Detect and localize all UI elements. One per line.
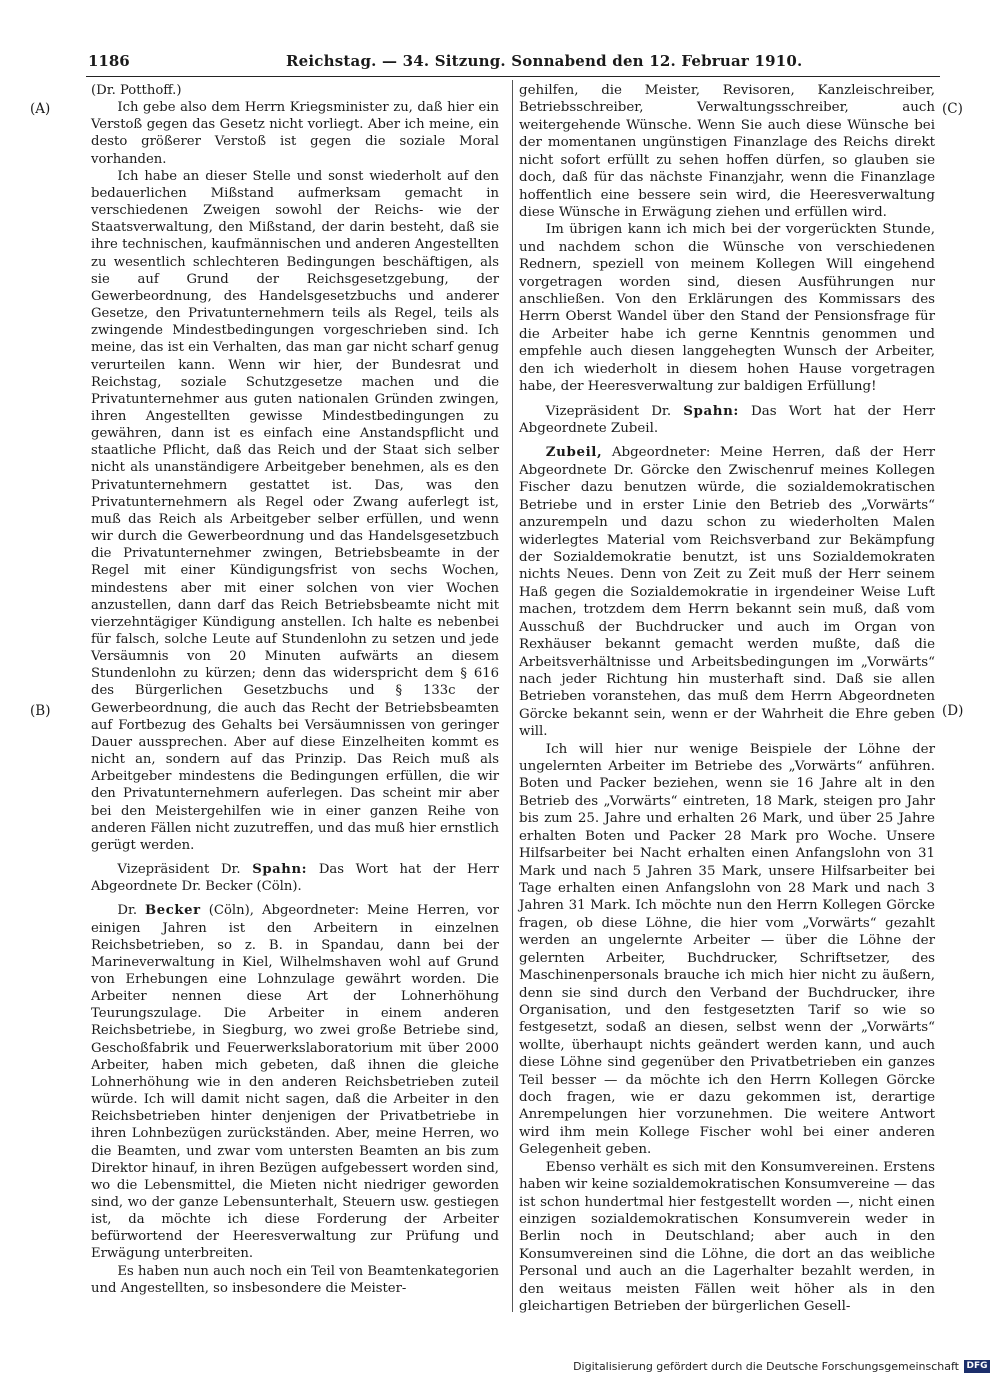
margin-label-d: (D) (942, 703, 964, 719)
speaker-name: Spahn: (683, 402, 739, 419)
speaker-name: Spahn: (252, 862, 308, 878)
remark-text: Das Wort hat der Herr Abgeordnete Zubeil. (519, 403, 935, 437)
speaker-prefix: Dr. (117, 903, 138, 919)
running-title: Reichstag. — 34. Sitzung. Sonnabend den 12. Februar 1910. (286, 52, 803, 70)
speech-zubeil (519, 444, 935, 740)
vice-president-remark (91, 861, 499, 895)
paragraph: Ebenso verhält es sich mit den Konsumvereinen. Erstens haben wir keine sozialdemokratischen Konsumvereine — das ist schon hundertmal hier festgestellt worden —, nicht einen einzigen sozialdemokratischen Konsumverein weder in Berlin noch in Deutschland; aber auch in den Konsumvereinen sind die Löhne, die dort an das weibliche Personal und auch an die Lagerhalter bezahlt werden, in den weitaus meisten Fällen weit höher als in den gleichartigen Betrieben der bürgerlichen Gesell- (519, 1159, 935, 1315)
remark-text: Das Wort hat der Herr Abgeordnete Dr. Becker (Cöln). (91, 862, 499, 895)
paragraph: Ich will hier nur wenige Beispiele der Löhne der ungelernten Arbeiter im Betriebe des „Vorwärts“ anführen. Boten und Packer beziehen, wenn sie 16 Jahre alt in den Betrieb des „Vorwärts“ eintreten, 18 Mark, steigen pro Jahr bis zum 25. Jahre und erhalten 26 Mark, und über 25 Jahre erhalten Boten und Packer 28 Mark pro Woche. Unsere Hilfsarbeiter bei Nacht erhalten einen Anfangslohn von 31 Mark und nach 5 Jahren 35 Mark, unsere Hilfsarbeiter bei Tage erhalten einen Anfangslohn von 28 Mark und nach 3 Jahren 31 Mark. Ich möchte nun den Herrn Kollegen Görcke fragen, ob diese Löhne, die hier vom „Vorwärts“ gezahlt werden an ungelernte Arbeiter — über die Löhne der gelernten Arbeiter, Buchdrucker, Schriftsetzer, des Maschinenpersonals brauche ich mich hier nicht zu äußern, denn sie sind durch den Verband der Buchdrucker, ihre Organisation, und den festgesetzten Tarif so wie so festgesetzt, sodaß an diesen, selbst wenn der „Vorwärts“ wollte, überhaupt nichts geändert werden kann, und auch diese Löhne sind gegenüber den Privatbetrieben ein ganzes Teil besser — da möchte ich den Herrn Kollegen Görcke doch fragen, wie er dazu gekommen ist, derartige Anrempelungen hier vorzunehmen. Die weitere Antwort wird ihm mein Kollege Fischer wohl bei einer anderen Gelegenheit geben. (519, 741, 935, 1158)
paragraph: gehilfen, die Meister, Revisoren, Kanzleischreiber, Betriebsschreiber, Verwaltungsschreiber, auch weitergehende Wünsche. Wenn Sie auch diese Wünsche bei der momentanen ungünstigen Finanzlage des Reichs direkt nicht sofort erfüllt zu sehen hoffen dürfen, so glauben sie doch, daß für das nächste Finanzjahr, wenn die Finanzlage hoffentlich eine bessere sein wird, die Heeresverwaltung diese Wünsche in Erwägung ziehen und erfüllen wird. (519, 83, 935, 220)
page-header (86, 52, 940, 76)
paragraph: Es haben nun auch noch ein Teil von Beamtenkategorien und Angestellten, so insbesondere die Meister- (91, 1263, 499, 1296)
speaker-role: Vizepräsident Dr. (117, 862, 241, 878)
speaker-role: Vizepräsident Dr. (545, 403, 672, 419)
speaker-name: Zubeil, (545, 444, 603, 461)
vice-president-remark (519, 403, 935, 438)
speaker-continuation: (Dr. Potthoff.) (91, 83, 182, 98)
dfg-logo: DFG (964, 1360, 990, 1373)
paragraph: Im übrigen kann ich mich bei der vorgerückten Stunde, und nachdem schon die Wünsche von verschiedenen Rednern, speziell von meinem Kollegen Will eingehend vorgetragen worden sind, diesen Ausführungen nur anschließen. Von den Erklärungen des Kommissars des Herrn Oberst Wandel über den Stand der Pensionsfrage für die Arbeiter habe ich gerne Kenntnis genommen und empfehle auch diesen langgehegten Wunsch der Arbeiter, den ich wiederholt in diesem hohen Hause vorgetragen habe, der Heeresverwaltung zur baldigen Erfüllung! (519, 222, 935, 395)
credit-text: Digitalisierung gefördert durch die Deutsche Forschungsgemeinschaft (573, 1360, 959, 1373)
margin-label-a: (A) (30, 101, 51, 117)
column-divider (512, 80, 513, 1312)
paragraph: Ich gebe also dem Herrn Kriegsminister zu, daß hier ein Verstoß gegen das Gesetz nicht vorliegt. Aber ich meine, ein desto größerer Verstoß ist gegen die soziale Moral vorhanden. (91, 100, 499, 167)
margin-label-c: (C) (942, 101, 963, 117)
speech-text: (Cöln), Abgeordneter: Meine Herren, vor einigen Jahren ist den Arbeitern in einzelnen Reichsbetrieben, so z. B. in Spandau, dann bei der Marineverwaltung in Kiel, Wilhelmshaven wohl auf Grund von Erhebungen eine Lohnzulage gewährt worden. Die Arbeiter nennen diese Art der Lohnerhöhung Teurungszulage. Die Arbeiter in einem anderen Reichsbetriebe, in Siegburg, wo zwei große Betriebe sind, Geschoßfabrik und Feuerwerkslaboratorium mit über 2000 Arbeiter, haben mich gebeten, daß ihnen die gleiche Lohnerhöhung wie in den anderen Reichsbetrieben zuteil würde. Ich will damit nicht sagen, daß die Arbeiter in den Reichsbetrieben hinter denjenigen der Privatbetriebe in ihren Lohnbezügen zurückständen. Aber, meine Herren, wo die Beamten, und zwar vom untersten Beamten an bis zum Direktor hinauf, in ihren Bezügen aufgebessert worden sind, wo die Lebensmittel, die Mieten nicht niedriger geworden sind, wo der ganze Lebensunterhalt, Steuern usw. gestiegen ist, da möchte ich diese Forderung der Arbeiter befürwortend der Heeresverwaltung zur Prüfung und Erwägung unterbreiten. (91, 903, 499, 1262)
speaker-name: Becker (145, 903, 201, 919)
margin-label-b: (B) (30, 703, 51, 719)
page-number: 1186 (88, 52, 130, 70)
right-column (519, 82, 935, 1316)
paragraph: Ich habe an dieser Stelle und sonst wiederholt auf den bedauerlichen Mißstand aufmerksam gemacht in verschiedenen Zweigen sowohl der Reichs- wie der Staatsverwaltung, den Mißstand, der darin besteht, daß sie ihre technischen, kaufmännischen und anderen Angestellten zu wesentlich schlechteren Bedingungen beschäftigen, als sie auf Grund der Reichsgesetzgebung, der Gewerbeordnung, des Handelsgesetzbuchs und anderer Gesetze, den Privatunternehmern teils als Regel, teils als zwingende Mindestbedingungen vorgeschrieben sind. Ich meine, das ist ein Verhalten, das man gar nicht scharf genug verurteilen kann. Wenn wir hier, der Bundesrat und Reichstag, soziale Schutzgesetze machen und die Privatunternehmer aus guten nationalen Gründen zwingen, ihren Angestellten gewisse Mindestbedingungen zu gewähren, dann ist es einfach eine Anstandspflicht und staatliche Pflicht, daß das Reich und der Staat sich selber nicht als unanständigere Arbeitgeber benehmen, als es den Privatunternehmern gestattet ist. Das, was den Privatunternehmern als Regel oder Zwang auferlegt ist, muß das Reich als Arbeitgeber selber erfüllen, und wenn wir durch die Gewerbeordnung und das Handelsgesetzbuch die Privatunternehmer zwingen, Betriebsbeamte in der Regel mit einer Kündigungsfrist von sechs Wochen, mindestens aber mit einer solchen von vier Wochen anzustellen, dann darf das Reich Betriebsbeamte nicht mit vierzehntägiger Kündigung anstellen. Ich halte es nebenbei für falsch, solche Leute auf Stundenlohn zu setzen und jede Versäumnis von 20 Minuten aufwärts an diesem Stundenlohn zu kürzen; denn das widerspricht dem § 616 des Bürgerlichen Gesetzbuchs und § 133c der Gewerbeordnung, die auch das Recht der Betriebsbeamten auf Fortbezug des Gehalts bei Versäumnissen von geringer Dauer aussprechen. Aber auf diese Einzelheiten kommt es nicht an, sondern auf das Prinzip. Das Reich muß als Arbeitgeber mindestens die Bedingungen erfüllen, die wir den Privatunternehmern auferlegen. Das scheint mir aber bei den Meistergehilfen wie in einer ganzen Reihe von anderen Fällen nicht zuzutreffen, und das muß hier ernstlich gerügt werden. (91, 168, 499, 853)
digitization-credit (573, 1360, 990, 1373)
left-column (91, 82, 499, 1297)
speech-becker (91, 902, 499, 1262)
speech-text: Abgeordneter: Meine Herren, daß der Herr Abgeordnete Dr. Görcke den Zwischenruf meines Kollegen Fischer dazu benutzen würde, die sozialdemokratischen Betriebe und in erster Linie den Betrieb des „Vorwärts“ anzurempeln und dazu schon zu wiederholten Malen widerlegtes Material vom Reichsverband zur Bekämpfung der Sozialdemokratie benutzt, ist uns Sozialdemokraten nichts Neues. Denn von Zeit zu Zeit muß der Herr seinem Haß gegen die Sozialdemokratie in irgendeiner Weise Luft machen, trotzdem dem Herrn bekannt sein muß, daß vom Ausschuß der Buchdrucker und auch im Organ von Rexhäuser bekannt gemacht werden mußte, daß die Arbeitsverhältnisse und Arbeitsbedingungen im „Vorwärts“ nach jeder Richtung hin musterhaft sind. Daß sie allen Betrieben voranstehen, das muß dem Herrn Abgeordneten Görcke bekannt sein, wenn er der Wahrheit die Ehre geben will. (519, 445, 935, 740)
header-rule (86, 76, 940, 77)
